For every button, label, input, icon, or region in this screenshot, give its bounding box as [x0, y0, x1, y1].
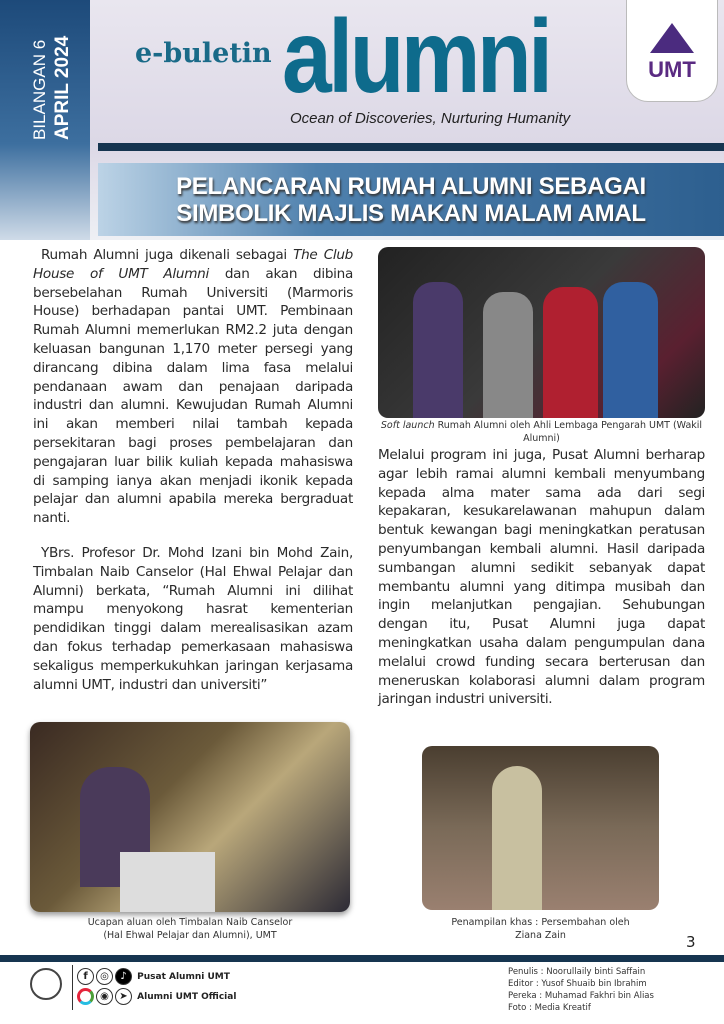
text: Rumah Alumni oleh Ahli Lembaga Pengarah UMT (Wakil Alumni) — [434, 420, 703, 444]
photo-speech — [30, 722, 350, 912]
headline-line-1: PELANCARAN RUMAH ALUMNI SEBAGAI — [176, 173, 646, 200]
left-paragraph-1 — [33, 246, 353, 528]
photo-performance — [422, 746, 659, 910]
caption-line: Ucapan aluan oleh Timbalan Naib Canselor — [87, 917, 293, 928]
masthead-title: alumni — [282, 0, 550, 115]
issue-number: BILANGAN 6 — [30, 39, 49, 140]
credit-photo: Foto : Media Kreatif — [508, 1003, 591, 1013]
caption-line: (Hal Ehwal Pelajar dan Alumni), UMT — [103, 929, 277, 941]
caption-right-bottom — [422, 917, 659, 942]
photo-soft-launch — [378, 247, 705, 418]
masthead-prefix: e-buletin — [135, 38, 272, 69]
caption-left — [30, 917, 350, 942]
telegram-icon[interactable]: ➤ — [115, 988, 132, 1005]
social-handle[interactable]: Alumni UMT Official — [137, 992, 237, 1002]
text: dan akan dibina bersebelahan Rumah Universiti (Marmoris House) berhadapan pantai UMT. Pembinaan Rumah Alumni memerlukan RM2.2 juta dengan keluasan bangunan 1,170 meter persegi yang dirancang dibina dalam lima fasa melalui pendanaan awam dan penajaan daripada industri dan alumni. Kewujudan Rumah Alumni ini akan memberi nilai tambah kepada persekitaran bagi proses pembelajaran dan pengajaran luar bilik kuliah kepada mahasiswa di samping ianya akan menjadi ikonik kepada pelajar dan alumni apabila mereka bergraduat nanti. — [33, 265, 353, 527]
social-handle[interactable]: Pusat Alumni UMT — [137, 972, 230, 982]
footer-separator — [72, 965, 73, 1010]
tagline: Ocean of Discoveries, Nurturing Humanity — [290, 110, 571, 127]
instagram-icon[interactable]: ◎ — [96, 968, 113, 985]
right-paragraph: Melalui program ini juga, Pusat Alumni berharap agar lebih ramai alumni kembali menyumbang kepada alma mater sama ada dari segi kepakaran, kesukarelawanan mahupun dalam bentuk kewangan bagi meningkatkan peratusan penyumbangan kembali alumni. Hasil daripada sumbangan alumni sedikit sebanyak dapat membantu alumni yang ditimpa musibah dan ingin melanjutkan pengajian. Sehubungan dengan itu, Pusat Alumni juga dapat meningkatkan usaha dalam pengumpulan dana melalui crowd funding secara berterusan dan meneruskan kolaborasi alumni dalam program jaringan industri universiti. — [378, 447, 705, 708]
facebook-icon[interactable]: f — [77, 968, 94, 985]
person — [543, 287, 598, 418]
caption-line: Ziana Zain — [515, 929, 566, 941]
text: Rumah Alumni juga dikenali sebagai — [41, 247, 294, 263]
tiktok-icon[interactable]: ♪ — [115, 968, 132, 985]
credits — [508, 966, 654, 1014]
issue-info — [14, 12, 74, 147]
header-divider — [98, 143, 724, 151]
alumni-centre-logo — [30, 968, 62, 1000]
italic-text: Soft launch — [380, 420, 435, 431]
social-row-2 — [77, 988, 236, 1005]
performer — [492, 766, 542, 910]
logo-text: UMT — [648, 57, 696, 82]
italic-text: The Club House of UMT Alumni — [33, 247, 354, 282]
headline-line-2: SIMBOLIK MAJLIS MAKAN MALAM AMAL — [176, 200, 646, 227]
page-number: 3 — [686, 933, 696, 951]
sdg-icon — [77, 988, 94, 1005]
headline-banner — [98, 163, 724, 236]
footer-divider — [0, 955, 724, 962]
podium — [120, 852, 215, 912]
credit-designer: Pereka : Muhamad Fakhri bin Alias — [508, 991, 654, 1001]
caption-right-top — [378, 420, 705, 445]
person — [603, 282, 658, 418]
left-paragraph-2: YBrs. Profesor Dr. Mohd Izani bin Mohd Zain, Timbalan Naib Canselor (Hal Ehwal Pelajar dan Alumni) berkata, “Rumah Alumni ini dilihat mampu menyokong hasrat kementerian pendidikan tinggi dalam merealisasikan azam dan fokus terhadap pemerkasaan mahasiswa sekaligus memperkukuhkan jaringan kerjasama alumni UMT, industri dan universiti” — [33, 545, 353, 693]
social-row-1 — [77, 968, 230, 985]
issue-date: APRIL 2024 — [52, 35, 73, 140]
web-icon[interactable]: ◉ — [96, 988, 113, 1005]
credit-editor: Editor : Yusof Shuaib bin Ibrahim — [508, 979, 647, 989]
logo-triangle-icon — [650, 23, 694, 53]
person — [413, 282, 463, 418]
person — [483, 292, 533, 418]
umt-logo — [626, 0, 718, 102]
credit-writer: Penulis : Noorullaily binti Saffain — [508, 967, 646, 977]
caption-line: Penampilan khas : Persembahan oleh — [451, 917, 630, 928]
